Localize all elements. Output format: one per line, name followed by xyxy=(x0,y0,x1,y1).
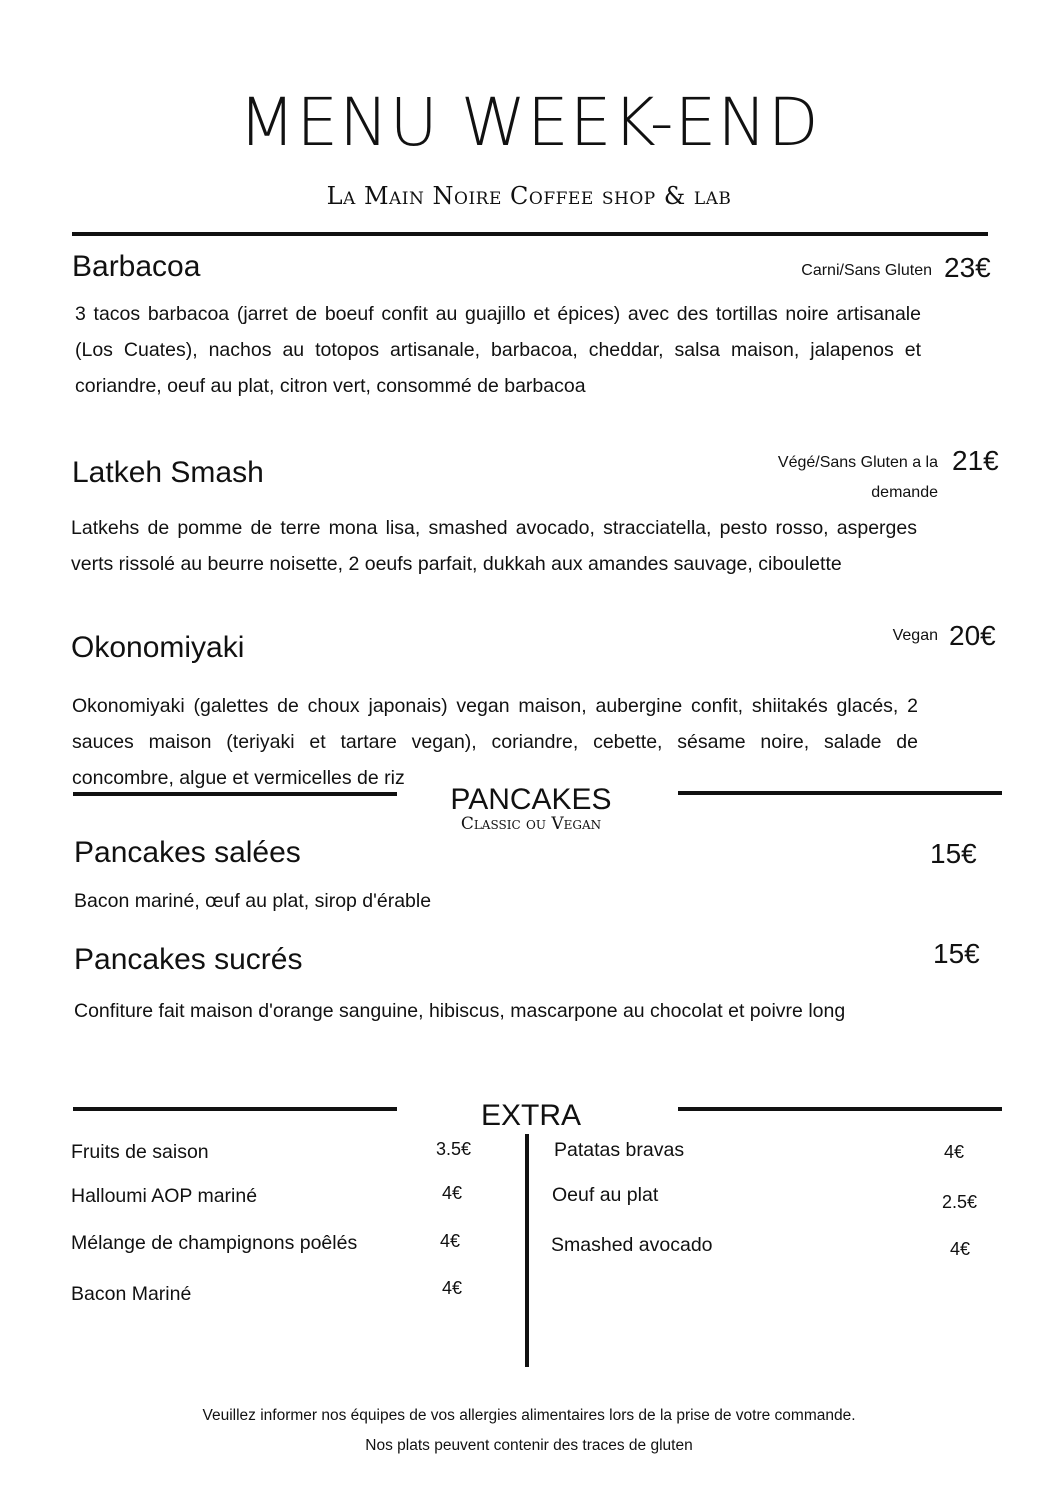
gluten-notice: Nos plats peuvent contenir des traces de gluten xyxy=(365,1437,693,1454)
dish-tag-latkeh-smash-line1: Végé/Sans Gluten a la xyxy=(777,454,938,471)
dish-description-barbacoa: 3 tacos barbacoa (jarret de boeuf confit au guajillo et épices) avec des tortillas noire artisanale (Los Cuates), nachos au totopos artisanale, barbacoa, cheddar, salsa maison, jalapenos et coriandre, oeuf au plat, citron vert, consommé de barbacoa xyxy=(75,303,921,397)
page-title: MENU WEEK-END xyxy=(238,84,820,161)
extra-item-price: 3.5€ xyxy=(436,1139,472,1159)
dish-price-pancakes-salees: 15€ xyxy=(930,838,977,869)
dish-name-pancakes-sucres: Pancakes sucrés xyxy=(74,943,303,976)
allergy-notice: Veuillez informer nos équipes de vos allergies alimentaires lors de la prise de votre commande. xyxy=(202,1407,856,1424)
dish-price-pancakes-sucres: 15€ xyxy=(933,938,980,969)
extra-item-price: 4€ xyxy=(944,1142,965,1162)
dish-tag-latkeh-smash-line2: demande xyxy=(871,484,938,501)
extra-item-price: 2.5€ xyxy=(942,1192,978,1212)
extra-item-price: 4€ xyxy=(442,1278,463,1298)
extra-section-title: EXTRA xyxy=(480,1099,582,1132)
extra-item-name: Halloumi AOP mariné xyxy=(71,1185,258,1207)
dish-price-latkeh-smash: 21€ xyxy=(952,445,999,476)
pancakes-section-subtitle: Classic ou Vegan xyxy=(460,814,602,834)
extra-item-name: Oeuf au plat xyxy=(552,1184,659,1206)
extra-divider-left xyxy=(73,1107,397,1111)
extra-item-price: 4€ xyxy=(442,1183,463,1203)
pancakes-section-title: PANCAKES xyxy=(450,783,612,816)
page-subtitle: La Main Noire Coffee shop & lab xyxy=(326,182,732,210)
dish-price-barbacoa: 23€ xyxy=(944,252,991,283)
dish-description-pancakes-sucres: Confiture fait maison d'orange sanguine, hibiscus, mascarpone au chocolat et poivre long xyxy=(74,1000,846,1022)
extra-divider-right xyxy=(678,1107,1002,1111)
dish-price-okonomiyaki: 20€ xyxy=(949,620,996,651)
dish-name-pancakes-salees: Pancakes salées xyxy=(74,836,301,869)
dish-name-barbacoa: Barbacoa xyxy=(72,250,201,283)
dish-tag-barbacoa: Carni/Sans Gluten xyxy=(801,262,932,279)
dish-description-latkeh-smash: Latkehs de pomme de terre mona lisa, smashed avocado, stracciatella, pesto rosso, asperges verts rissolé au beurre noisette, 2 oeufs parfait, dukkah aux amandes sauvage, ciboulette xyxy=(71,517,917,575)
pancakes-divider-right xyxy=(678,791,1002,795)
extra-item-price: 4€ xyxy=(950,1239,971,1259)
dish-name-okonomiyaki: Okonomiyaki xyxy=(71,631,245,664)
dish-description-okonomiyaki: Okonomiyaki (galettes de choux japonais) vegan maison, aubergine confit, shiitakés glacés, 2 sauces maison (teriyaki et tartare vegan), coriandre, cebette, sésame noire, salade de concombre, algue et vermicelles de riz xyxy=(72,695,918,789)
dish-tag-okonomiyaki: Vegan xyxy=(892,627,938,644)
extra-item-name: Patatas bravas xyxy=(554,1139,685,1161)
extra-item-name: Mélange de champignons poêlés xyxy=(71,1232,358,1254)
extra-item-name: Smashed avocado xyxy=(551,1234,713,1256)
extra-item-price: 4€ xyxy=(440,1231,461,1251)
dish-description-pancakes-salees: Bacon mariné, œuf au plat, sirop d'érable xyxy=(74,890,432,912)
extra-column-divider xyxy=(525,1134,529,1367)
dish-name-latkeh-smash: Latkeh Smash xyxy=(72,456,264,489)
extra-item-name: Bacon Mariné xyxy=(71,1283,192,1305)
header-divider xyxy=(72,232,988,236)
pancakes-divider-left xyxy=(73,792,397,796)
extra-item-name: Fruits de saison xyxy=(71,1141,209,1163)
